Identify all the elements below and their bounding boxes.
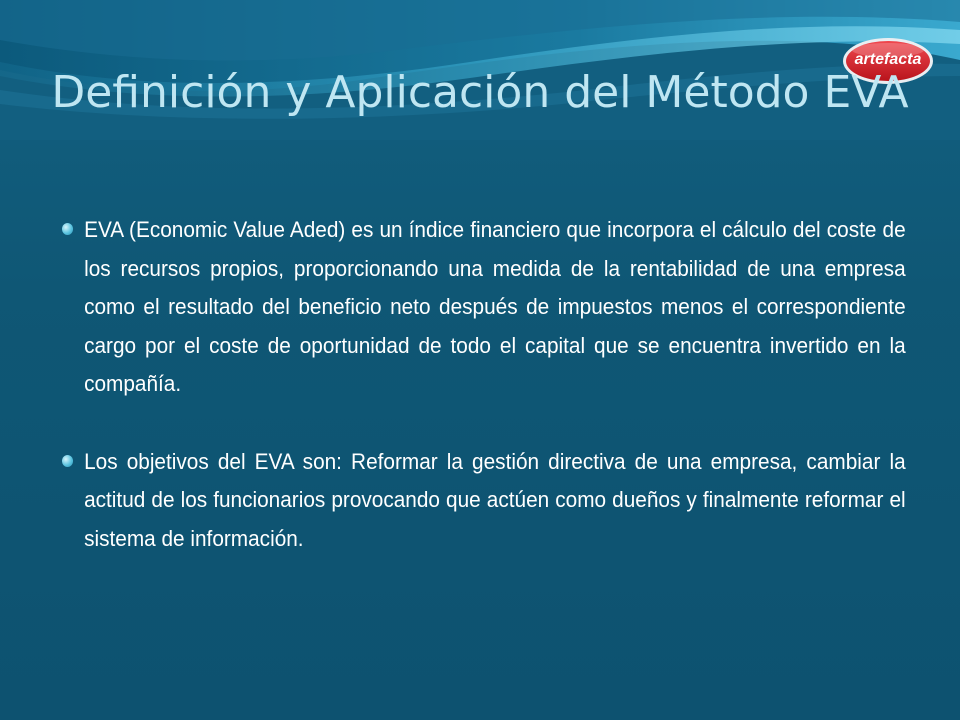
- svg-text:artefacta: artefacta: [854, 51, 922, 68]
- bullet-list: [62, 211, 908, 558]
- bullet-item: [62, 443, 906, 559]
- bullet-dot-icon: [62, 223, 73, 235]
- slide-title: Definición y Aplicación del Método EVA: [51, 67, 909, 118]
- bullet-text: Los objetivos del EVA son: Reformar la gestión directiva de una empresa, cambiar la actitud de los funcionarios provocando que actúen como dueños y finalmente reformar el sistema de información.: [84, 448, 906, 551]
- bullet-item: [62, 211, 906, 404]
- bullet-text: EVA (Economic Value Aded) es un índice financiero que incorpora el cálculo del coste de los recursos propios, proporcionando una medida de la rentabilidad de una empresa como el resultado del beneficio neto después de impuestos menos el correspondiente cargo por el coste de oportunidad de todo el capital que se encuentra invertido en la compañía.: [84, 217, 906, 396]
- bullet-dot-icon: [62, 455, 73, 467]
